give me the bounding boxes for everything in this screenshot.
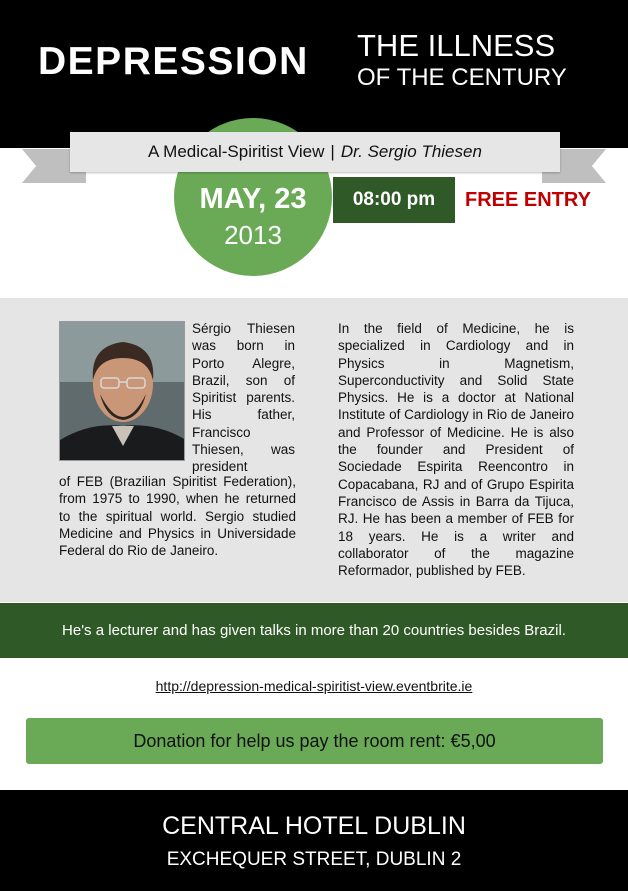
poster-title: DEPRESSION <box>38 40 309 83</box>
subtitle-line-2: OF THE CENTURY <box>357 64 567 91</box>
venue-address: EXCHEQUER STREET, DUBLIN 2 <box>166 849 462 870</box>
event-link[interactable]: http://depression-medical-spiritist-view.eventbrite.ie <box>155 678 473 694</box>
talk-subtitle: A Medical-Spiritist View <box>148 142 325 161</box>
ribbon-separator: | <box>330 142 335 161</box>
free-entry-label: FREE ENTRY <box>465 189 591 211</box>
portrait-photo-icon <box>60 322 185 461</box>
poster-subtitle <box>357 30 567 94</box>
bio-intro: Sérgio Thiesen was born in Porto Alegre, Brazil, son of Spiritist parents. His father, Francisco Thiesen, was president <box>192 321 295 475</box>
donation-banner: Donation for help us pay the room rent: €5,00 <box>26 718 603 764</box>
speaker-photo <box>59 321 185 461</box>
speaker-name: Dr. Sergio Thiesen <box>340 142 482 161</box>
event-date: MAY, 23 <box>199 183 307 215</box>
venue-name: CENTRAL HOTEL DUBLIN <box>162 812 466 840</box>
bio-career: In the field of Medicine, he is specialized in Cardiology and in Physics in Magnetism, Superconductivity and Solid State Physics. He is a doctor at National Institute of Cardiology in Rio de Janeiro and Professor of Medicine. He is also the founder and President of Sociedade Espirita Reencontro in Copacabana, RJ and of Grupo Espirita Francisco de Assis in Barra da Tijuca, RJ. He has been a member of FEB for 18 years. He is a writer and collaborator of the magazine Reformador, published by FEB. <box>338 321 574 579</box>
talk-ribbon <box>70 132 560 172</box>
event-year: 2013 <box>224 220 282 250</box>
subtitle-line-1: THE ILLNESS <box>357 28 556 63</box>
event-time: 08:00 pm <box>333 177 455 223</box>
bio-continued: of FEB (Brazilian Spiritist Federation), from 1975 to 1990, when he returned to the spiritual world. Sergio studied Medicine and Physics in Universidade Federal do Rio de Janeiro. <box>59 474 296 559</box>
lecturer-banner: He's a lecturer and has given talks in more than 20 countries besides Brazil. <box>0 603 628 658</box>
